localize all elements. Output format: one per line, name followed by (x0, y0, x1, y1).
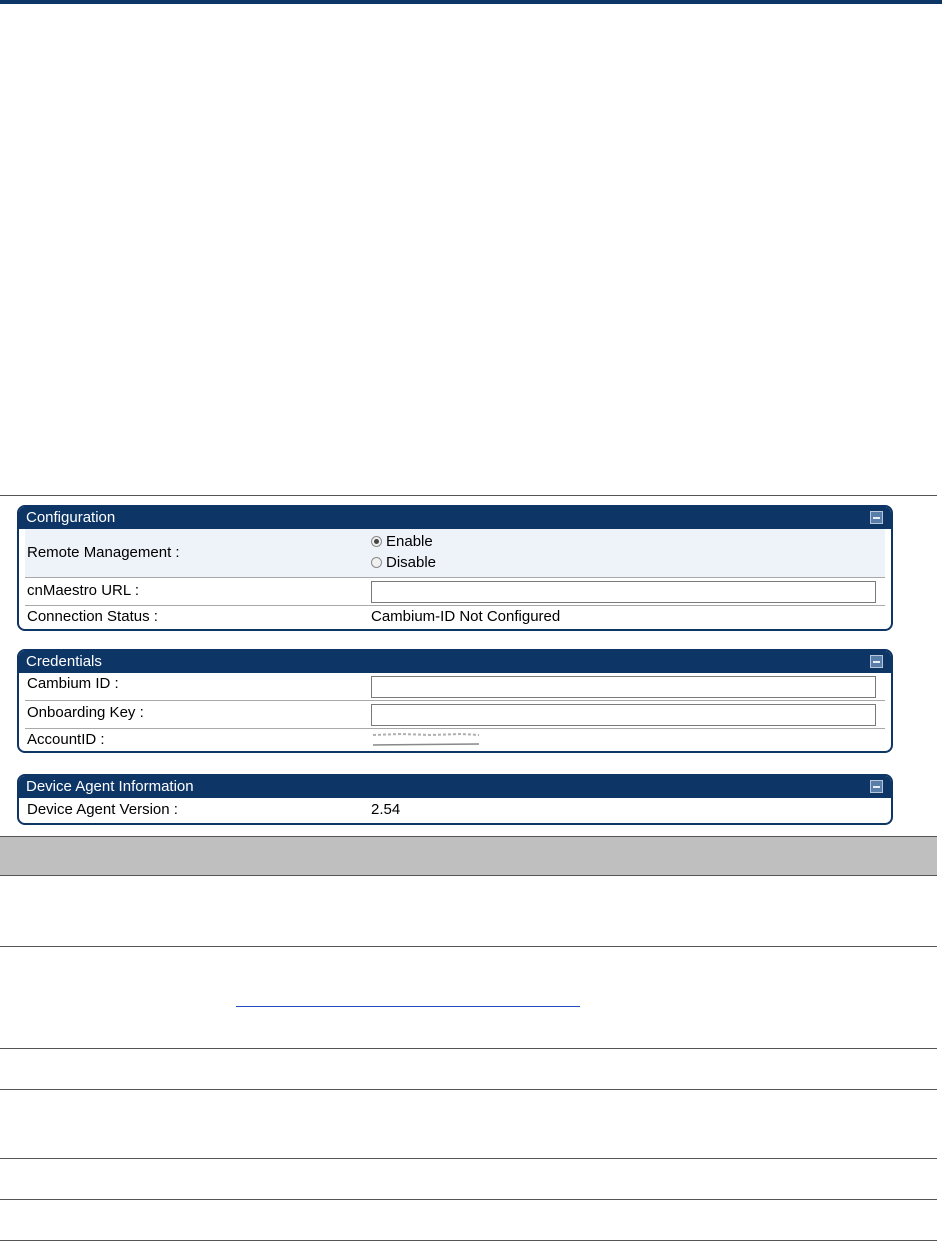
remote-management-label: Remote Management : (27, 544, 180, 561)
table-row-divider (0, 1158, 937, 1159)
link-underline[interactable] (236, 1006, 580, 1007)
onboarding-key-row (25, 701, 885, 729)
disable-radio[interactable] (371, 554, 436, 571)
credentials-panel (17, 649, 893, 753)
remote-management-row (25, 529, 885, 578)
table-row-divider (0, 1048, 937, 1049)
account-id-label: AccountID : (27, 731, 105, 748)
device-agent-version-row (25, 798, 885, 823)
connection-status-value: Cambium-ID Not Configured (371, 608, 561, 625)
cnmaestro-url-label: cnMaestro URL : (27, 582, 139, 599)
connection-status-label: Connection Status : (27, 608, 158, 625)
enable-radio-label: Enable (386, 533, 433, 550)
cnmaestro-url-input[interactable] (371, 581, 876, 603)
radio-checked-icon[interactable] (371, 536, 382, 547)
disable-radio-label: Disable (386, 554, 437, 571)
figure-frame-top (0, 495, 937, 496)
device-agent-version-value: 2.54 (371, 801, 401, 818)
table-row-divider (0, 1240, 937, 1241)
account-id-row (25, 729, 885, 751)
device-agent-header (19, 776, 891, 798)
configuration-panel (17, 505, 893, 631)
device-agent-panel (17, 774, 893, 825)
redacted-account-id (371, 731, 481, 747)
top-accent-bar (0, 0, 942, 4)
collapse-icon[interactable] (870, 655, 883, 668)
device-agent-title: Device Agent Information (26, 778, 194, 795)
table-row-divider (0, 1199, 937, 1200)
enable-radio[interactable] (371, 533, 433, 550)
onboarding-key-label: Onboarding Key : (27, 704, 144, 721)
cambium-id-input[interactable] (371, 676, 876, 698)
table-row-divider (0, 946, 937, 947)
connection-status-row (25, 606, 885, 629)
collapse-icon[interactable] (870, 511, 883, 524)
credentials-title: Credentials (26, 653, 102, 670)
cnmaestro-url-row (25, 578, 885, 606)
table-row-divider (0, 1089, 937, 1090)
credentials-header (19, 651, 891, 673)
configuration-title: Configuration (26, 509, 116, 526)
device-agent-version-label: Device Agent Version : (27, 801, 178, 818)
onboarding-key-input[interactable] (371, 704, 876, 726)
radio-unchecked-icon[interactable] (371, 557, 382, 568)
configuration-header (19, 507, 891, 529)
cambium-id-label: Cambium ID : (27, 675, 119, 692)
cambium-id-row (25, 673, 885, 701)
collapse-icon[interactable] (870, 780, 883, 793)
table-header (0, 836, 937, 876)
